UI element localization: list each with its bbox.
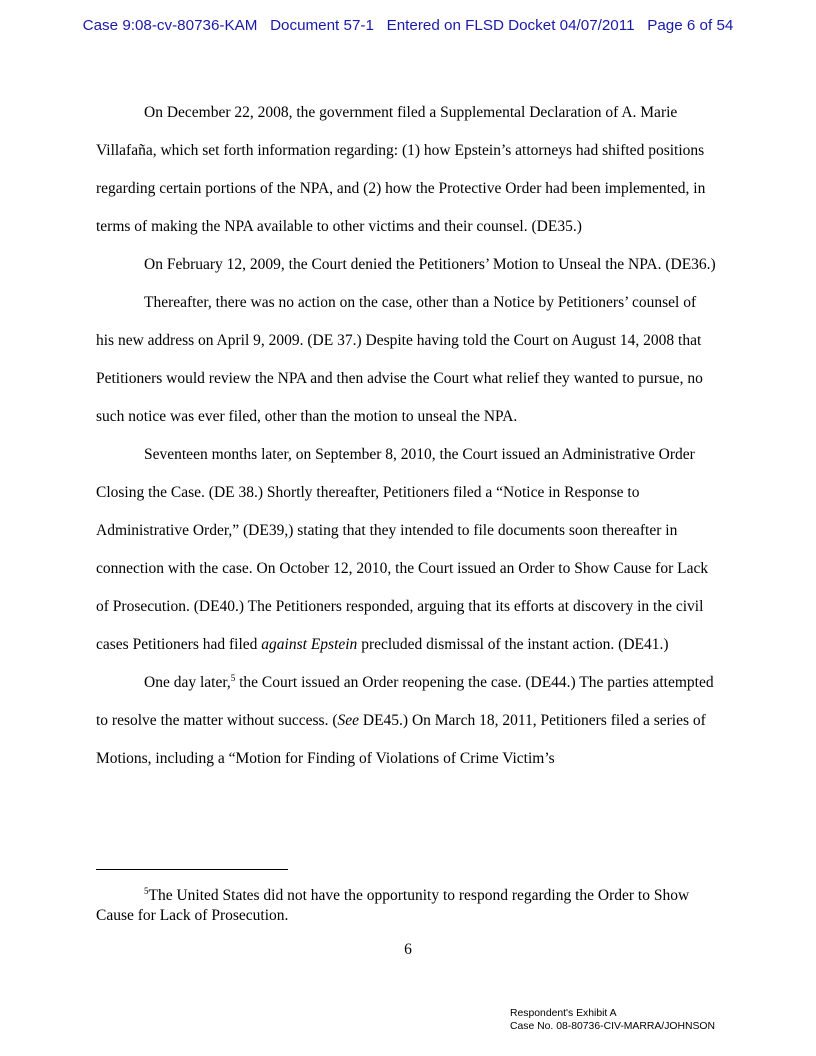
header-entered-date: Entered on FLSD Docket 04/07/2011	[386, 17, 635, 34]
paragraph-no-action: Thereafter, there was no action on the case, other than a Notice by Petitioners’ counsel of his new address on April 9, 2009. (DE 37.) Despite having told the Court on August 14, 2008 that Petitioners would review the NPA and then advise the Court what relief they wanted to pursue, no such notice was ever filed, other than the motion to unseal the NPA.	[96, 294, 703, 425]
footnote-reference: 5	[230, 672, 236, 683]
header-case-number: Case 9:08-cv-80736-KAM	[82, 17, 258, 34]
paragraph-case-reopened-start: One day later,	[144, 674, 231, 691]
footnote	[96, 886, 718, 926]
paragraph-administrative-order	[96, 436, 718, 664]
paragraph-supplemental-declaration: On December 22, 2008, the government filed a Supplemental Declaration of A. Marie Villafaña, which set forth information regarding: (1) how Epstein’s attorneys had shifted positions regarding certain portions of the NPA, and (2) how the Protective Order had been implemented, in terms of making the NPA available to other victims and their counsel. (DE35.)	[96, 104, 706, 235]
paragraph-case-reopened-end: DE45.) On March 18, 2011, Petitioners filed a series of Motions, including a “Motion for Finding of Violations of Crime Victim’s	[96, 712, 706, 767]
exhibit-stamp	[510, 1008, 715, 1033]
italic-see: See	[337, 712, 359, 729]
italic-against-epstein: against Epstein	[261, 636, 358, 653]
paragraph-administrative-order-text: Seventeen months later, on September 8, 2010, the Court issued an Administrative Order Closing the Case. (DE 38.) Shortly thereafter, Petitioners filed a “Notice in Response to Administrative Order,” (DE39,) stating that they intended to file documents soon thereafter in connection with the case. On October 12, 2010, the Court issued an Order to Show Cause for Lack of Prosecution. (DE40.) The Petitioners responded, arguing that its efforts at discovery in the civil cases Petitioners had filed	[96, 446, 709, 653]
docket-header	[0, 17, 816, 34]
paragraph-administrative-order-end: precluded dismissal of the instant action. (DE41.)	[357, 636, 669, 653]
footnote-divider	[96, 869, 288, 870]
footnote-mark: 5	[144, 885, 149, 896]
exhibit-title: Respondent's Exhibit A	[510, 1008, 617, 1019]
header-page-count: Page 6 of 54	[647, 17, 734, 34]
footnote-text: The United States did not have the opportunity to respond regarding the Order to Show Cause for Lack of Prosecution.	[96, 887, 690, 924]
paragraph-case-reopened	[96, 664, 718, 778]
header-document-number: Document 57-1	[270, 17, 374, 34]
paragraph-motion-denied: On February 12, 2009, the Court denied the Petitioners’ Motion to Unseal the NPA. (DE36.)	[144, 256, 716, 273]
exhibit-case-number: Case No. 08-80736-CIV-MARRA/JOHNSON	[510, 1020, 715, 1032]
page-number: 6	[404, 941, 412, 958]
paragraph-case-reopened-middle: the Court issued an Order reopening the case. (DE44.) The parties attempted to resolve the matter without success. (	[96, 674, 714, 729]
document-body	[96, 94, 718, 778]
